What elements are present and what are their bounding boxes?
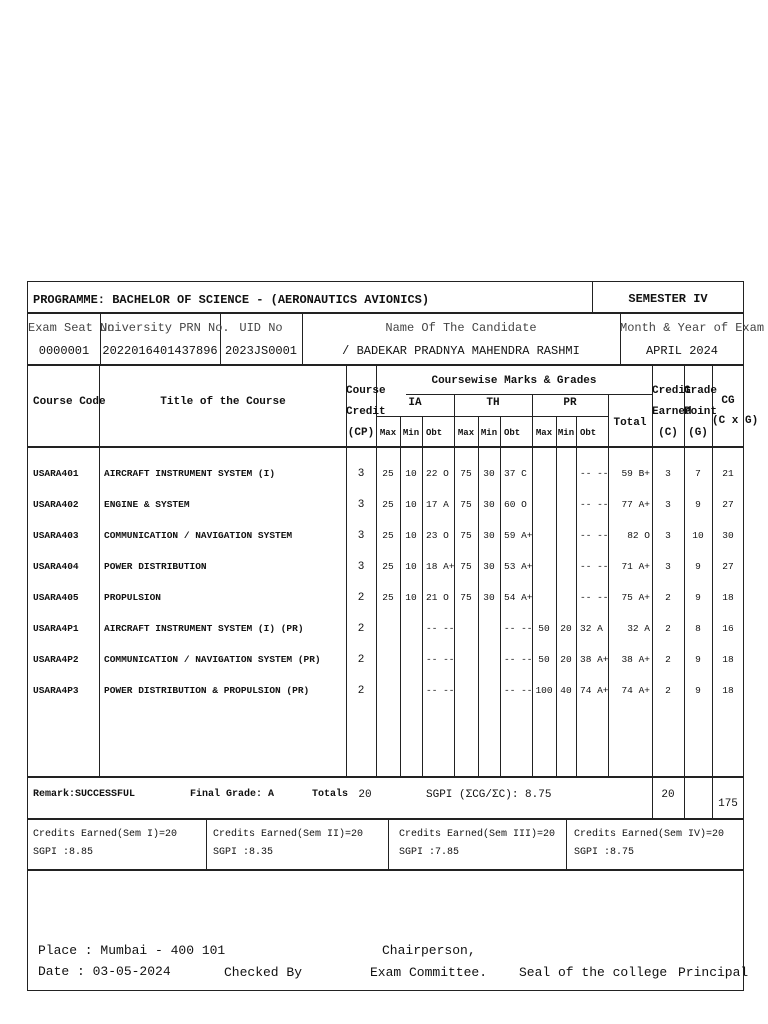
ia-min: 10 xyxy=(405,530,417,541)
course-title: COMMUNICATION / NAVIGATION SYSTEM xyxy=(104,530,293,541)
prn-value: 2022016401437896 xyxy=(102,344,218,358)
col-grade-top: Grade xyxy=(684,385,718,397)
date: Date : 03-05-2024 xyxy=(38,964,171,979)
ia-min: 10 xyxy=(405,499,417,510)
checked-by: Checked By xyxy=(224,965,303,980)
col-total: Total xyxy=(613,417,647,429)
course-title: AIRCRAFT INSTRUMENT SYSTEM (I) xyxy=(104,468,276,479)
th-obt: -- -- xyxy=(504,654,533,665)
col-pr-obt: Obt xyxy=(580,428,597,438)
course-credit: 3 xyxy=(357,468,365,480)
course-row xyxy=(28,500,744,514)
marksheet xyxy=(27,281,765,991)
cg-value: 27 xyxy=(722,561,734,572)
col-grade-mid: Point xyxy=(684,406,718,418)
divider xyxy=(712,364,713,818)
col-credit-top: Course xyxy=(346,385,386,397)
credit-earned: 2 xyxy=(665,623,671,634)
col-pr: PR xyxy=(563,397,577,409)
th-min: 30 xyxy=(483,468,495,479)
col-credit-bot: (CP) xyxy=(347,427,375,439)
course-credit: 2 xyxy=(357,654,365,666)
course-credit: 3 xyxy=(357,561,365,573)
credit-earned: 3 xyxy=(665,530,671,541)
course-total: 32 A xyxy=(627,623,650,634)
credit-earned: 3 xyxy=(665,468,671,479)
col-grade-bot: (G) xyxy=(688,427,708,439)
course-code: USARA404 xyxy=(33,561,79,572)
uid-label: UID No xyxy=(239,321,283,335)
grade-point: 9 xyxy=(695,654,701,665)
ia-max: 25 xyxy=(382,530,394,541)
th-min: 30 xyxy=(483,530,495,541)
ia-max: 25 xyxy=(382,468,394,479)
totals-credit: 20 xyxy=(358,789,372,801)
grade-point: 7 xyxy=(695,468,701,479)
totals-credit-earned: 20 xyxy=(661,789,675,801)
cg-value: 27 xyxy=(722,499,734,510)
th-max: 75 xyxy=(460,499,472,510)
sgpi-summary: SGPI (ΣCG/ΣC): 8.75 xyxy=(426,789,552,801)
course-total: 59 B+ xyxy=(621,468,650,479)
ia-max: 25 xyxy=(382,499,394,510)
credit-earned: 2 xyxy=(665,592,671,603)
cg-value: 18 xyxy=(722,592,734,603)
course-row xyxy=(28,562,744,576)
seat-no-label: Exam Seat No xyxy=(28,321,115,335)
sem4-credits: Credits Earned(Sem IV)=20 xyxy=(574,829,725,840)
pr-min: 40 xyxy=(560,685,572,696)
course-code: USARA4P1 xyxy=(33,623,79,634)
grade-point: 9 xyxy=(695,592,701,603)
course-credit: 2 xyxy=(357,685,365,697)
th-max: 75 xyxy=(460,468,472,479)
exam-month-label: Month & Year of Exam xyxy=(620,321,765,335)
th-obt: 53 A+ xyxy=(504,561,533,572)
sem3-credits: Credits Earned(Sem III)=20 xyxy=(399,829,556,840)
credit-earned: 2 xyxy=(665,685,671,696)
sem4-sgpi: SGPI :8.75 xyxy=(574,847,635,858)
programme-title: PROGRAMME: BACHELOR OF SCIENCE - (AERONAUTICS AVIONICS) xyxy=(33,293,430,307)
ia-min: 10 xyxy=(405,592,417,603)
pr-obt: -- -- xyxy=(580,592,609,603)
course-title: COMMUNICATION / NAVIGATION SYSTEM (PR) xyxy=(104,654,321,665)
course-row xyxy=(28,686,744,700)
ia-max: 25 xyxy=(382,561,394,572)
col-earned-top: Credit xyxy=(652,385,692,397)
course-total: 77 A+ xyxy=(621,499,650,510)
pr-obt: 32 A xyxy=(580,623,603,634)
seal-of-college: Seal of the college xyxy=(519,965,668,980)
ia-obt: 18 A+ xyxy=(426,561,455,572)
course-code: USARA402 xyxy=(33,499,79,510)
pr-obt: -- -- xyxy=(580,499,609,510)
sem1-sgpi: SGPI :8.85 xyxy=(33,847,94,858)
course-row xyxy=(28,469,744,483)
col-ia: IA xyxy=(408,397,422,409)
divider xyxy=(608,394,609,776)
ia-obt: -- -- xyxy=(426,654,455,665)
divider xyxy=(28,818,744,820)
divider xyxy=(566,818,567,869)
course-code: USARA405 xyxy=(33,592,79,603)
divider xyxy=(532,394,533,776)
th-obt: 37 C xyxy=(504,468,527,479)
th-obt: -- -- xyxy=(504,623,533,634)
exam-month-value: APRIL 2024 xyxy=(645,344,718,358)
course-credit: 2 xyxy=(357,592,365,604)
sem2-sgpi: SGPI :8.35 xyxy=(213,847,274,858)
col-th: TH xyxy=(486,397,500,409)
cg-value: 30 xyxy=(722,530,734,541)
credit-earned: 3 xyxy=(665,499,671,510)
pr-max: 50 xyxy=(538,654,550,665)
pr-obt: 38 A+ xyxy=(580,654,609,665)
col-cg-bot: (C x G) xyxy=(712,415,759,427)
course-credit: 3 xyxy=(357,499,365,511)
pr-min: 20 xyxy=(560,623,572,634)
course-title: AIRCRAFT INSTRUMENT SYSTEM (I) (PR) xyxy=(104,623,304,634)
col-th-obt: Obt xyxy=(504,428,521,438)
seat-no-value: 0000001 xyxy=(38,344,90,358)
col-cg-top: CG xyxy=(721,395,735,407)
divider xyxy=(28,446,744,448)
course-title: POWER DISTRIBUTION xyxy=(104,561,207,572)
semester-label: SEMESTER IV xyxy=(628,292,708,306)
ia-obt: 23 O xyxy=(426,530,449,541)
cg-value: 18 xyxy=(722,685,734,696)
credit-earned: 3 xyxy=(665,561,671,572)
course-total: 71 A+ xyxy=(621,561,650,572)
course-total: 74 A+ xyxy=(621,685,650,696)
course-title: ENGINE & SYSTEM xyxy=(104,499,190,510)
th-min: 30 xyxy=(483,561,495,572)
ia-obt: 17 A xyxy=(426,499,449,510)
course-row xyxy=(28,531,744,545)
pr-obt: -- -- xyxy=(580,561,609,572)
col-coursewise: Coursewise Marks & Grades xyxy=(431,375,597,387)
col-earned-mid: Earned xyxy=(652,406,692,418)
course-title: POWER DISTRIBUTION & PROPULSION (PR) xyxy=(104,685,310,696)
course-total: 38 A+ xyxy=(621,654,650,665)
course-code: USARA401 xyxy=(33,468,79,479)
pr-min: 20 xyxy=(560,654,572,665)
candidate-name: / BADEKAR PRADNYA MAHENDRA RASHMI xyxy=(342,344,580,358)
col-ia-max: Max xyxy=(379,428,397,438)
col-ia-obt: Obt xyxy=(426,428,443,438)
final-grade: Final Grade: A xyxy=(190,789,275,800)
th-min: 30 xyxy=(483,592,495,603)
grade-point: 9 xyxy=(695,561,701,572)
th-obt: 60 O xyxy=(504,499,527,510)
course-total: 82 O xyxy=(627,530,650,541)
remark: Remark:SUCCESSFUL xyxy=(33,789,136,800)
course-code: USARA4P2 xyxy=(33,654,79,665)
ia-obt: 21 O xyxy=(426,592,449,603)
course-row xyxy=(28,593,744,607)
sem1-credits: Credits Earned(Sem I)=20 xyxy=(33,829,178,840)
divider xyxy=(28,776,744,778)
course-title: PROPULSION xyxy=(104,592,162,603)
totals-cg: 175 xyxy=(718,798,738,810)
credit-earned: 2 xyxy=(665,654,671,665)
grade-point: 10 xyxy=(692,530,704,541)
sem3-sgpi: SGPI :7.85 xyxy=(399,847,460,858)
th-obt: 59 A+ xyxy=(504,530,533,541)
grade-point: 8 xyxy=(695,623,701,634)
chairperson: Chairperson, xyxy=(382,943,476,958)
ia-max: 25 xyxy=(382,592,394,603)
grade-point: 9 xyxy=(695,499,701,510)
course-code: USARA403 xyxy=(33,530,79,541)
course-code: USARA4P3 xyxy=(33,685,79,696)
course-credit: 2 xyxy=(357,623,365,635)
col-pr-min: Min xyxy=(557,428,575,438)
cg-value: 18 xyxy=(722,654,734,665)
course-row xyxy=(28,655,744,669)
ia-obt: -- -- xyxy=(426,623,455,634)
cg-value: 16 xyxy=(722,623,734,634)
sem2-credits: Credits Earned(Sem II)=20 xyxy=(213,829,364,840)
divider xyxy=(406,394,652,395)
th-min: 30 xyxy=(483,499,495,510)
exam-committee: Exam Committee. xyxy=(370,965,488,980)
course-credit: 3 xyxy=(357,530,365,542)
col-course-title: Title of the Course xyxy=(160,396,286,408)
col-ia-min: Min xyxy=(402,428,420,438)
divider xyxy=(206,818,207,869)
totals-label: Totals xyxy=(312,789,349,800)
divider xyxy=(28,312,744,314)
divider xyxy=(28,869,744,871)
th-max: 75 xyxy=(460,561,472,572)
ia-min: 10 xyxy=(405,468,417,479)
pr-obt: -- -- xyxy=(580,530,609,541)
col-course-code: Course Code xyxy=(33,396,106,408)
divider xyxy=(454,394,455,776)
cg-value: 21 xyxy=(722,468,734,479)
divider xyxy=(376,416,608,417)
divider xyxy=(28,364,744,366)
th-obt: 54 A+ xyxy=(504,592,533,603)
th-obt: -- -- xyxy=(504,685,533,696)
ia-obt: -- -- xyxy=(426,685,455,696)
th-max: 75 xyxy=(460,592,472,603)
col-th-max: Max xyxy=(457,428,475,438)
candidate-name-label: Name Of The Candidate xyxy=(385,321,537,335)
pr-obt: -- -- xyxy=(580,468,609,479)
prn-label: University PRN No. xyxy=(100,321,230,335)
place: Place : Mumbai - 400 101 xyxy=(38,943,226,958)
pr-max: 100 xyxy=(535,685,553,696)
ia-obt: 22 O xyxy=(426,468,449,479)
ia-min: 10 xyxy=(405,561,417,572)
uid-value: 2023JS0001 xyxy=(224,344,297,358)
col-th-min: Min xyxy=(480,428,498,438)
pr-obt: 74 A+ xyxy=(580,685,609,696)
course-row xyxy=(28,624,744,638)
divider xyxy=(388,818,389,869)
pr-max: 50 xyxy=(538,623,550,634)
th-max: 75 xyxy=(460,530,472,541)
grade-point: 9 xyxy=(695,685,701,696)
col-earned-bot: (C) xyxy=(658,427,678,439)
course-total: 75 A+ xyxy=(621,592,650,603)
principal: Principal xyxy=(678,965,749,980)
col-credit-mid: Credit xyxy=(346,406,386,418)
col-pr-max: Max xyxy=(535,428,553,438)
